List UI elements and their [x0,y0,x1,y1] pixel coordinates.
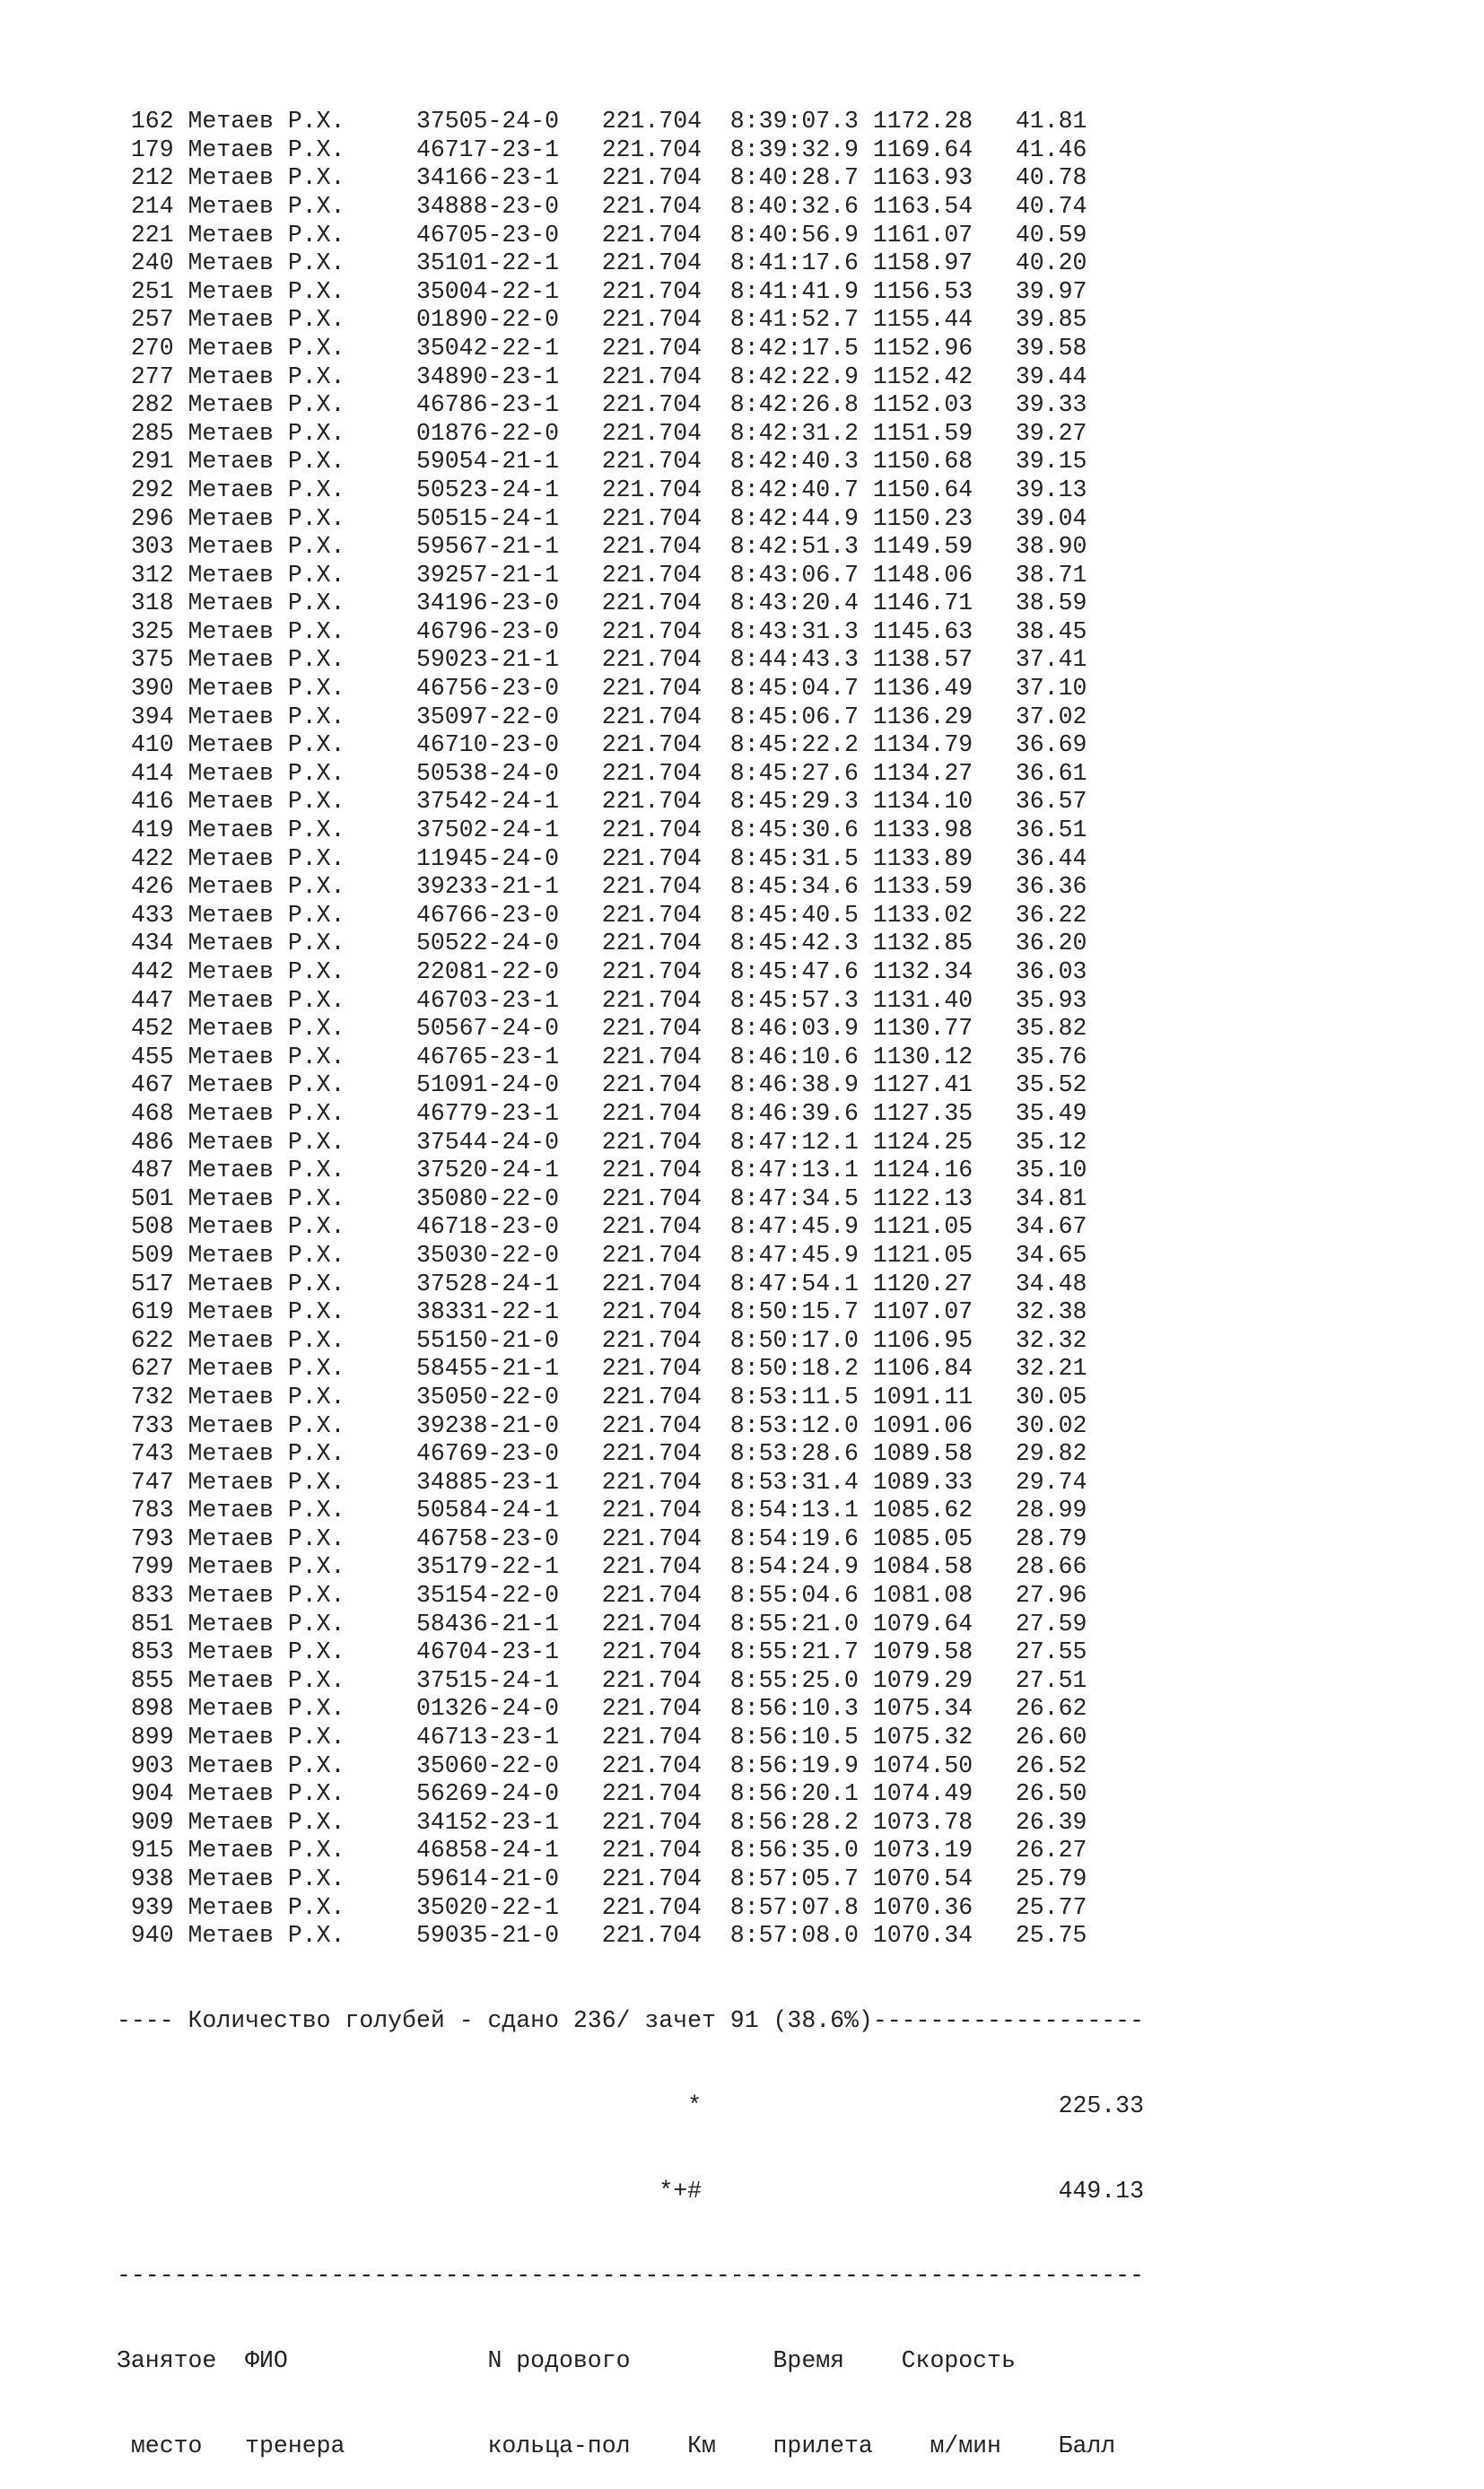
result-row: 915 Метаев Р.Х. 46858-24-1 221.704 8:56:35.0 1073.19 26.27 [117,1837,1087,1865]
result-row: 783 Метаев Р.Х. 50584-24-1 221.704 8:54:13.1 1085.62 28.99 [117,1497,1087,1524]
result-row: 486 Метаев Р.Х. 37544-24-0 221.704 8:47:12.1 1124.25 35.12 [117,1128,1087,1156]
result-row: 251 Метаев Р.Х. 35004-22-1 221.704 8:41:41.9 1156.53 39.97 [117,277,1087,305]
result-row: 939 Метаев Р.Х. 35020-22-1 221.704 8:57:07.8 1070.36 25.77 [117,1893,1087,1921]
result-row: 394 Метаев Р.Х. 35097-22-0 221.704 8:45:06.7 1136.29 37.02 [117,703,1087,730]
result-row: 312 Метаев Р.Х. 39257-21-1 221.704 8:43:06.7 1148.06 38.71 [117,561,1087,589]
result-row: 793 Метаев Р.Х. 46758-23-0 221.704 8:54:19.6 1085.05 28.79 [117,1524,1087,1552]
result-row: 416 Метаев Р.Х. 37542-24-1 221.704 8:45:29.3 1134.10 36.57 [117,788,1087,816]
result-row: 467 Метаев Р.Х. 51091-24-0 221.704 8:46:38.9 1127.41 35.52 [117,1071,1087,1099]
summary-line: ---- Количество голубей - сдано 236/ зачет 91 (38.6%)------------------- [117,2006,1144,2034]
result-row: 903 Метаев Р.Х. 35060-22-0 221.704 8:56:19.9 1074.50 26.52 [117,1751,1087,1779]
result-row: 855 Метаев Р.Х. 37515-24-1 221.704 8:55:25.0 1079.29 27.51 [117,1666,1087,1694]
result-row: 904 Метаев Р.Х. 56269-24-0 221.704 8:56:20.1 1074.49 26.50 [117,1780,1087,1808]
result-row: 747 Метаев Р.Х. 34885-23-1 221.704 8:53:31.4 1089.33 29.74 [117,1468,1087,1496]
result-row: 898 Метаев Р.Х. 01326-24-0 221.704 8:56:10.3 1075.34 26.62 [117,1695,1087,1723]
result-row: 426 Метаев Р.Х. 39233-21-1 221.704 8:45:34.6 1133.59 36.36 [117,873,1087,901]
separator-line: ------------------------------------------------------------------------ [117,2262,1144,2290]
result-row: 517 Метаев Р.Х. 37528-24-1 221.704 8:47:54.1 1120.27 34.48 [117,1270,1087,1297]
result-row: 487 Метаев Р.Х. 37520-24-1 221.704 8:47:13.1 1124.16 35.10 [117,1157,1087,1184]
result-row: 452 Метаев Р.Х. 50567-24-0 221.704 8:46:03.9 1130.77 35.82 [117,1015,1087,1043]
result-row: 410 Метаев Р.Х. 46710-23-0 221.704 8:45:22.2 1134.79 36.69 [117,731,1087,759]
column-header-line-1: Занятое ФИО N родового Время Скорость [117,2347,1016,2375]
result-row: 318 Метаев Р.Х. 34196-23-0 221.704 8:43:20.4 1146.71 38.59 [117,590,1087,617]
result-row: 419 Метаев Р.Х. 37502-24-1 221.704 8:45:30.6 1133.98 36.51 [117,817,1087,844]
result-row: 212 Метаев Р.Х. 34166-23-1 221.704 8:40:28.7 1163.93 40.78 [117,164,1087,192]
result-row: 899 Метаев Р.Х. 46713-23-1 221.704 8:56:10.5 1075.32 26.60 [117,1724,1087,1751]
result-row: 282 Метаев Р.Х. 46786-23-1 221.704 8:42:26.8 1152.03 39.33 [117,391,1087,419]
result-row: 501 Метаев Р.Х. 35080-22-0 221.704 8:47:34.5 1122.13 34.81 [117,1184,1087,1212]
result-row: 270 Метаев Р.Х. 35042-22-1 221.704 8:42:17.5 1152.96 39.58 [117,334,1087,362]
result-row: 627 Метаев Р.Х. 58455-21-1 221.704 8:50:18.2 1106.84 32.21 [117,1355,1087,1383]
result-row: 285 Метаев Р.Х. 01876-22-0 221.704 8:42:31.2 1151.59 39.27 [117,419,1087,447]
result-row: 414 Метаев Р.Х. 50538-24-0 221.704 8:45:27.6 1134.27 36.61 [117,759,1087,787]
result-row: 179 Метаев Р.Х. 46717-23-1 221.704 8:39:32.9 1169.64 41.46 [117,135,1087,163]
result-row: 325 Метаев Р.Х. 46796-23-0 221.704 8:43:31.3 1145.63 38.45 [117,617,1087,645]
result-row: 733 Метаев Р.Х. 39238-21-0 221.704 8:53:12.0 1091.06 30.02 [117,1411,1087,1439]
result-row: 434 Метаев Р.Х. 50522-24-0 221.704 8:45:42.3 1132.85 36.20 [117,930,1087,957]
result-row: 277 Метаев Р.Х. 34890-23-1 221.704 8:42:22.9 1152.42 39.44 [117,362,1087,390]
result-row: 509 Метаев Р.Х. 35030-22-0 221.704 8:47:45.9 1121.05 34.65 [117,1241,1087,1269]
result-row: 853 Метаев Р.Х. 46704-23-1 221.704 8:55:21.7 1079.58 27.55 [117,1638,1087,1666]
result-row: 291 Метаев Р.Х. 59054-21-1 221.704 8:42:40.3 1150.68 39.15 [117,448,1087,476]
result-row: 433 Метаев Р.Х. 46766-23-0 221.704 8:45:40.5 1133.02 36.22 [117,901,1087,929]
result-row: 221 Метаев Р.Х. 46705-23-0 221.704 8:40:56.9 1161.07 40.59 [117,221,1087,249]
result-row: 214 Метаев Р.Х. 34888-23-0 221.704 8:40:32.6 1163.54 40.74 [117,192,1087,220]
result-row: 257 Метаев Р.Х. 01890-22-0 221.704 8:41:52.7 1155.44 39.85 [117,306,1087,334]
result-row: 622 Метаев Р.Х. 55150-21-0 221.704 8:50:17.0 1106.95 32.32 [117,1326,1087,1354]
result-row: 909 Метаев Р.Х. 34152-23-1 221.704 8:56:28.2 1073.78 26.39 [117,1808,1087,1836]
result-row: 296 Метаев Р.Х. 50515-24-1 221.704 8:42:44.9 1150.23 39.04 [117,504,1087,532]
result-row: 292 Метаев Р.Х. 50523-24-1 221.704 8:42:40.7 1150.64 39.13 [117,476,1087,503]
result-row: 619 Метаев Р.Х. 38331-22-1 221.704 8:50:15.7 1107.07 32.38 [117,1298,1087,1326]
result-row: 851 Метаев Р.Х. 58436-21-1 221.704 8:55:21.0 1079.64 27.59 [117,1610,1087,1638]
result-row: 240 Метаев Р.Х. 35101-22-1 221.704 8:41:17.6 1158.97 40.20 [117,249,1087,277]
total-line-1: * 225.33 [117,2092,1144,2119]
result-row: 390 Метаев Р.Х. 46756-23-0 221.704 8:45:04.7 1136.49 37.10 [117,675,1087,703]
result-row: 833 Метаев Р.Х. 35154-22-0 221.704 8:55:04.6 1081.08 27.96 [117,1582,1087,1610]
column-header-line-2: место тренера кольца-пол Км прилета м/мин Балл [117,2432,1116,2459]
results-listing [117,51,1144,2489]
result-row: 938 Метаев Р.Х. 59614-21-0 221.704 8:57:05.7 1070.54 25.79 [117,1865,1087,1892]
result-row: 162 Метаев Р.Х. 37505-24-0 221.704 8:39:07.3 1172.28 41.81 [117,108,1087,135]
result-row: 375 Метаев Р.Х. 59023-21-1 221.704 8:44:43.3 1138.57 37.41 [117,646,1087,674]
result-row: 422 Метаев Р.Х. 11945-24-0 221.704 8:45:31.5 1133.89 36.44 [117,844,1087,872]
result-row: 799 Метаев Р.Х. 35179-22-1 221.704 8:54:24.9 1084.58 28.66 [117,1553,1087,1581]
result-row: 442 Метаев Р.Х. 22081-22-0 221.704 8:45:47.6 1132.34 36.03 [117,958,1087,985]
results-rows [117,108,1144,1951]
result-row: 508 Метаев Р.Х. 46718-23-0 221.704 8:47:45.9 1121.05 34.67 [117,1213,1087,1241]
total-line-2: *+# 449.13 [117,2177,1144,2205]
result-row: 468 Метаев Р.Х. 46779-23-1 221.704 8:46:39.6 1127.35 35.49 [117,1099,1087,1127]
result-row: 447 Метаев Р.Х. 46703-23-1 221.704 8:45:57.3 1131.40 35.93 [117,986,1087,1014]
result-row: 743 Метаев Р.Х. 46769-23-0 221.704 8:53:28.6 1089.58 29.82 [117,1440,1087,1468]
result-row: 303 Метаев Р.Х. 59567-21-1 221.704 8:42:51.3 1149.59 38.90 [117,533,1087,561]
result-row: 940 Метаев Р.Х. 59035-21-0 221.704 8:57:08.0 1070.34 25.75 [117,1922,1087,1950]
result-row: 455 Метаев Р.Х. 46765-23-1 221.704 8:46:10.6 1130.12 35.76 [117,1043,1087,1070]
result-row: 732 Метаев Р.Х. 35050-22-0 221.704 8:53:11.5 1091.11 30.05 [117,1383,1087,1410]
